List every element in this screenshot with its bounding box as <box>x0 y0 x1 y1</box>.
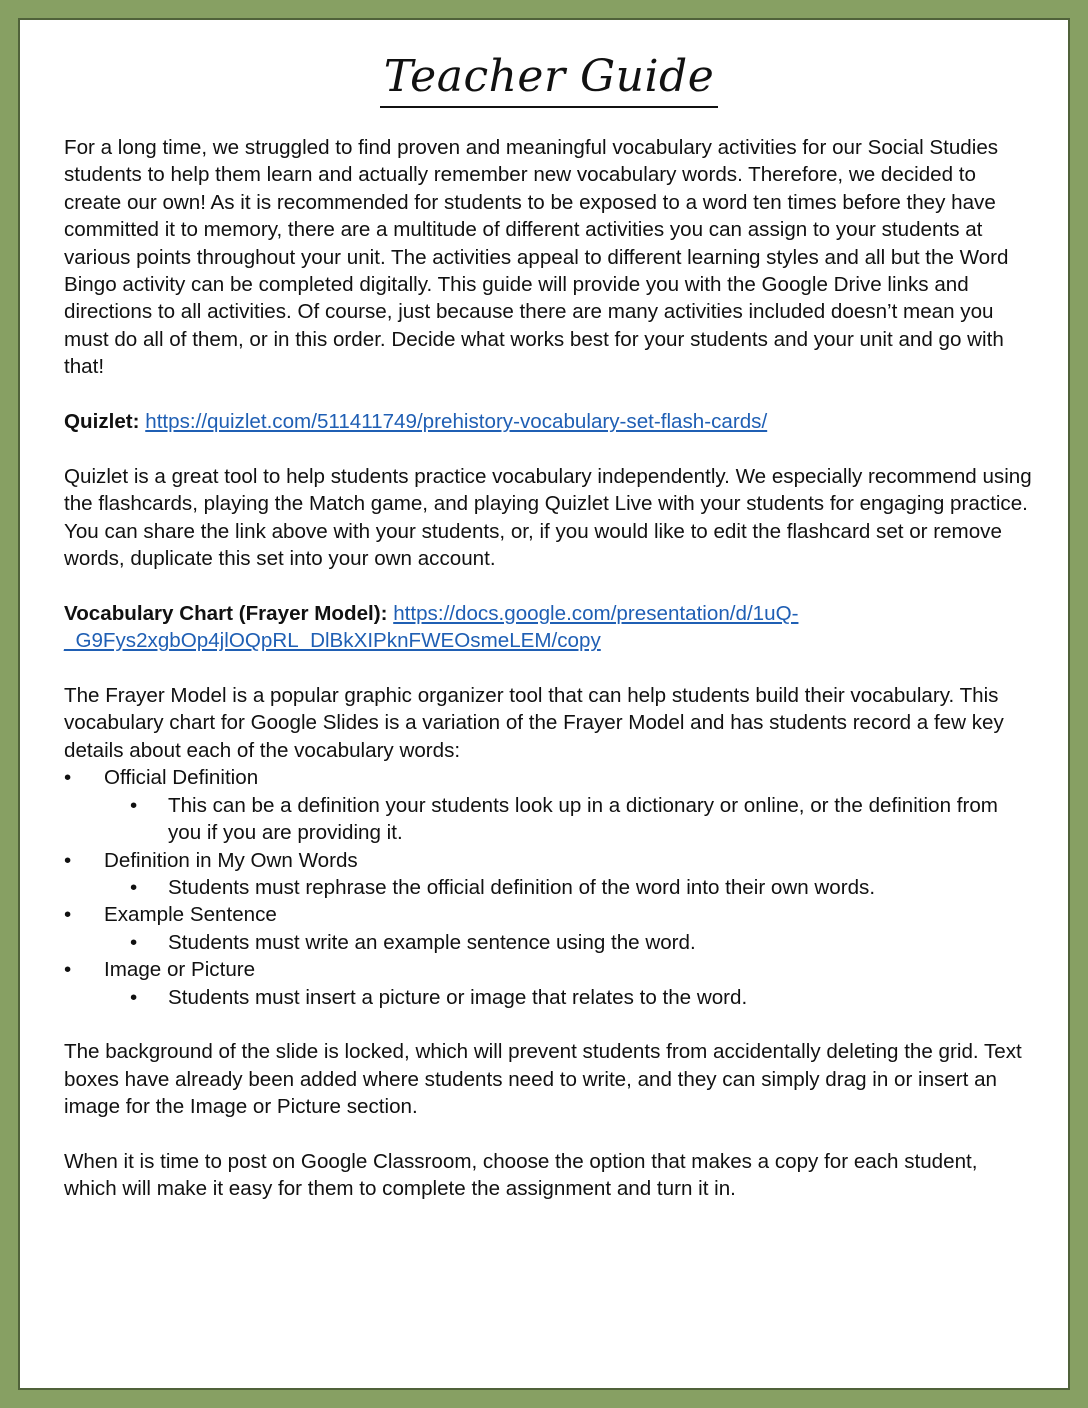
sub-list-item <box>64 874 1034 901</box>
quizlet-paragraph: Quizlet is a great tool to help students practice vocabulary independently. We especially recommend using the flashcards, playing the Match game, and playing Quizlet Live with your students for engaging practice. You can share the link above with your students, or, if you would like to edit the flashcard set or remove words, duplicate this set into your own account. <box>64 464 1032 571</box>
quizlet-link[interactable]: https://quizlet.com/511411749/prehistory-vocabulary-set-flash-cards/ <box>145 410 768 434</box>
title-area <box>64 20 1034 134</box>
list-item-label: Example Sentence <box>104 903 277 927</box>
list-item <box>64 764 1034 791</box>
bullet-icon: • <box>64 903 72 927</box>
sub-list-item-text: Students must insert a picture or image that relates to the word. <box>168 985 748 1009</box>
frayer-bullet-list <box>64 764 1034 1011</box>
frayer-label: Vocabulary Chart (Frayer Model): <box>64 601 388 625</box>
sub-list-item <box>64 929 1034 956</box>
sub-list-item-text: Students must write an example sentence using the word. <box>168 930 696 954</box>
frayer-link[interactable]: https://docs.google.com/presentation/d/1uQ-_G9Fys2xgbOp4jlOQpRL_DlBkXIPknFWEOsmeLEM/copy <box>64 601 799 653</box>
classroom-paragraph: When it is time to post on Google Classroom, choose the option that makes a copy for each student, which will make it easy for them to complete the assignment and turn it in. <box>64 1149 978 1201</box>
document-page <box>18 18 1070 1390</box>
frayer-paragraph: The Frayer Model is a popular graphic organizer tool that can help students build their vocabulary. This vocabulary chart for Google Slides is a variation of the Frayer Model and has students record a few key details about each of the vocabulary words: <box>64 684 1004 762</box>
sub-list-item-text: Students must rephrase the official definition of the word into their own words. <box>168 875 876 899</box>
list-item <box>64 847 1034 874</box>
intro-paragraph: For a long time, we struggled to find proven and meaningful vocabulary activities for our Social Studies students to help them learn and actually remember new vocabulary words. Therefore, we decided to create our own! As it is recommended for students to be exposed to a word ten times before they have committed it to memory, there are a multitude of different activities you can assign to your students at various points throughout your unit. The activities appeal to different learning styles and all but the Word Bingo activity can be completed digitally. This guide will provide you with the Google Drive links and directions to all activities. Of course, just because there are many activities included doesn’t mean you must do all of them, or in this order. Decide what works best for your students and your unit and go with that! <box>64 136 1009 379</box>
bullet-icon: • <box>130 930 138 954</box>
quizlet-label: Quizlet: <box>64 410 140 434</box>
bullet-icon: • <box>64 766 72 790</box>
bullet-icon: • <box>64 848 72 872</box>
page-title: Teacher Guide <box>380 50 719 108</box>
quizlet-link-line <box>64 408 1034 435</box>
bullet-icon: • <box>130 793 138 817</box>
list-item <box>64 901 1034 928</box>
document-content <box>64 20 1034 1203</box>
background-paragraph: The background of the slide is locked, which will prevent students from accidentally deleting the grid. Text boxes have already been added where students need to write, and they can simply drag in or insert an image for the Image or Picture section. <box>64 1040 1022 1119</box>
sub-list-item <box>64 984 1034 1011</box>
sub-list-item <box>64 792 1034 847</box>
list-item-label: Official Definition <box>104 766 259 790</box>
bullet-icon: • <box>130 875 138 899</box>
list-item-label: Definition in My Own Words <box>104 848 358 872</box>
bullet-icon: • <box>64 958 72 982</box>
list-item <box>64 956 1034 983</box>
frayer-link-line <box>64 600 1034 655</box>
bullet-icon: • <box>130 985 138 1009</box>
sub-list-item-text: This can be a definition your students look up in a dictionary or online, or the definition from you if you are providing it. <box>168 793 998 845</box>
list-item-label: Image or Picture <box>104 958 256 982</box>
